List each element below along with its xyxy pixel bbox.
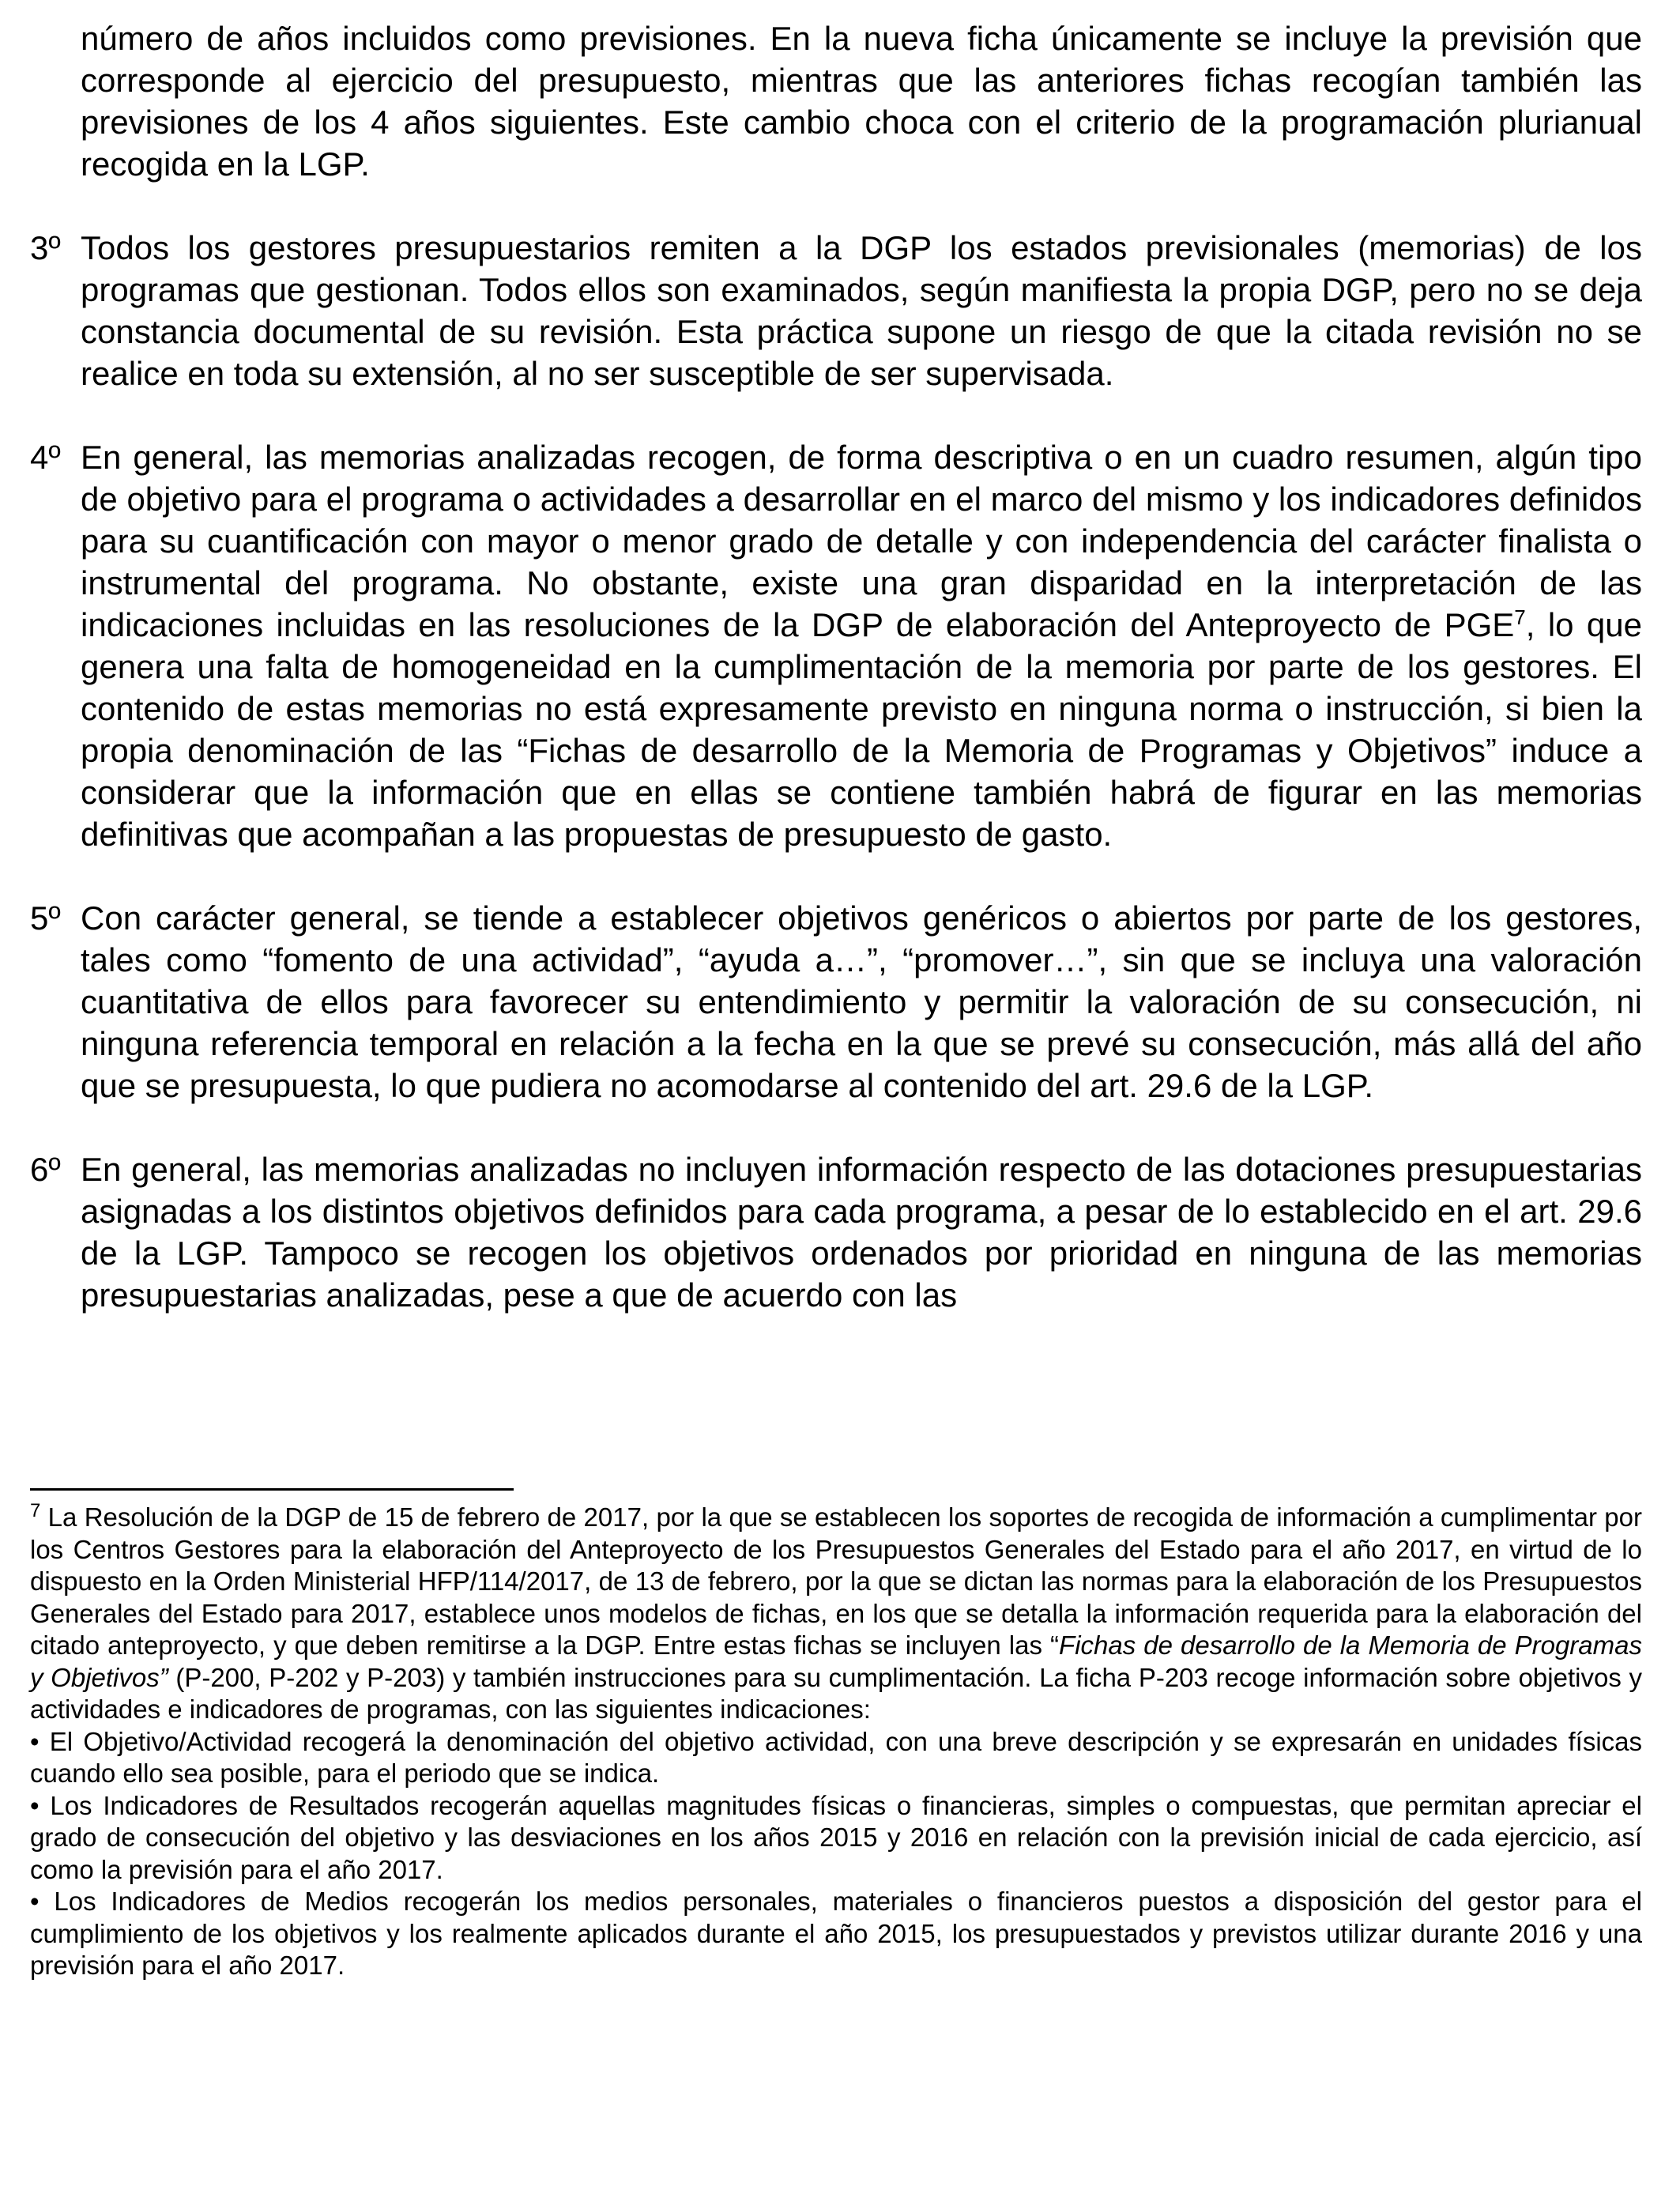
paragraph-text-part: En general, las memorias analizadas recogen, de forma descriptiva o en un cuadro resumen, algún tipo de objetivo para el programa o actividades a desarrollar en el marco del mismo y los indicadores definidos para su cuantificación con mayor o menor grado de detalle y con independencia del carácter finalista o instrumental del programa. No obstante, existe una gran disparidad en la interpretación de las indicaciones incluidas en las resoluciones de la DGP de elaboración del Anteproyecto de PGE (81, 439, 1642, 643)
paragraph-4 (30, 436, 1642, 855)
footnote-text-part: (P-200, P-202 y P-203) y también instrucciones para su cumplimentación. La ficha P-203 recoge información sobre objetivos y actividades e indicadores de programas, con las siguientes indicaciones: (30, 1662, 1642, 1724)
footnote-text-part: La Resolución de la DGP de 15 de febrero de 2017, por la que se establecen los soportes de recogida de información a cumplimentar por los Centros Gestores para la elaboración del Anteproyecto de los Presupuestos Generales del Estado para el año 2017, en virtud de lo dispuesto en la Orden Ministerial HFP/114/2017, de 13 de febrero, por la que se dictan las normas para la elaboración de los Presupuestos Generales del Estado para 2017, establece unos modelos de fichas, en los que se detalla la información requerida para la elaboración del citado anteproyecto, y que deben remitirse a la DGP. Entre estas fichas se incluyen las “ (30, 1502, 1642, 1660)
footnote-mark: 7 (30, 1500, 41, 1521)
paragraph-text-part: , lo que genera una falta de homogeneidad en la cumplimentación de la memoria por parte de los gestores. El contenido de estas memorias no está expresamente previsto en ninguna norma o instrucción, si bien la propia denominación de las “Fichas de desarrollo de la Memoria de Programas y Objetivos” induce a considerar que la información que en ellas se contiene también habrá de figurar en las memorias definitivas que acompañan a las propuestas de presupuesto de gasto. (81, 606, 1643, 853)
paragraph-continuation-text: número de años incluidos como previsiones. En la nueva ficha únicamente se incluye la previsión que corresponde al ejercicio del presupuesto, mientras que las anteriores fichas recogían también las previsiones de los 4 años siguientes. Este cambio choca con el criterio de la programación plurianual recogida en la LGP. (81, 20, 1642, 183)
paragraph-number: 6º (30, 1151, 61, 1188)
footnote (30, 1502, 1642, 1982)
paragraph-text (81, 436, 1642, 855)
paragraph-continuation (30, 17, 1642, 185)
paragraph-6 (30, 1148, 1642, 1316)
paragraph-number: 3º (30, 229, 61, 266)
paragraph-5 (30, 897, 1642, 1106)
footnote-divider (30, 1488, 514, 1491)
paragraph-text: En general, las memorias analizadas no incluyen información respecto de las dotaciones presupuestarias asignadas a los distintos objetivos definidos para cada programa, a pesar de lo establecido en el art. 29.6 de la LGP. Tampoco se recogen los objetivos ordenados por prioridad en ninguna de las memorias presupuestarias analizadas, pese a que de acuerdo con las (81, 1151, 1642, 1314)
paragraph-text: Con carácter general, se tiende a establecer objetivos genéricos o abiertos por parte de los gestores, tales como “fomento de una actividad”, “ayuda a…”, “promover…”, sin que se incluya una valoración cuantitativa de ellos para favorecer su entendimiento y permitir la valoración de su consecución, ni ninguna referencia temporal en relación a la fecha en la que se prevé su consecución, más allá del año que se presupuesta, lo que pudiera no acomodarse al contenido del art. 29.6 de la LGP. (81, 899, 1642, 1104)
footnote-italic-title: Fichas de desarrollo de la Memoria de Programas y Objetivos” (30, 1630, 1642, 1692)
footnote-bullet: • El Objetivo/Actividad recogerá la denominación del objetivo actividad, con una breve descripción y se expresarán en unidades físicas cuando ello sea posible, para el periodo que se indica. (30, 1726, 1642, 1788)
body-text (30, 17, 1642, 1358)
paragraph-number: 4º (30, 439, 61, 476)
footnote-reference[interactable]: 7 (1514, 605, 1526, 629)
footnote-bullet: • Los Indicadores de Resultados recogerán aquellas magnitudes físicas o financieras, simples o compuestas, que permitan apreciar el grado de consecución del objetivo y las desviaciones en los años 2015 y 2016 en relación con la previsión inicial de cada ejercicio, así como la previsión para el año 2017. (30, 1790, 1642, 1884)
footnote-text (30, 1502, 1642, 1726)
paragraph-text: Todos los gestores presupuestarios remiten a la DGP los estados previsionales (memorias) de los programas que gestionan. Todos ellos son examinados, según manifiesta la propia DGP, pero no se deja constancia documental de su revisión. Esta práctica supone un riesgo de que la citada revisión no se realice en toda su extensión, al no ser susceptible de ser supervisada. (81, 229, 1642, 392)
footnote-bullet: • Los Indicadores de Medios recogerán los medios personales, materiales o financieros puestos a disposición del gestor para el cumplimiento de los objetivos y los realmente aplicados durante el año 2015, los presupuestados y previstos utilizar durante 2016 y una previsión para el año 2017. (30, 1887, 1642, 1980)
paragraph-3 (30, 227, 1642, 394)
paragraph-number: 5º (30, 899, 61, 937)
